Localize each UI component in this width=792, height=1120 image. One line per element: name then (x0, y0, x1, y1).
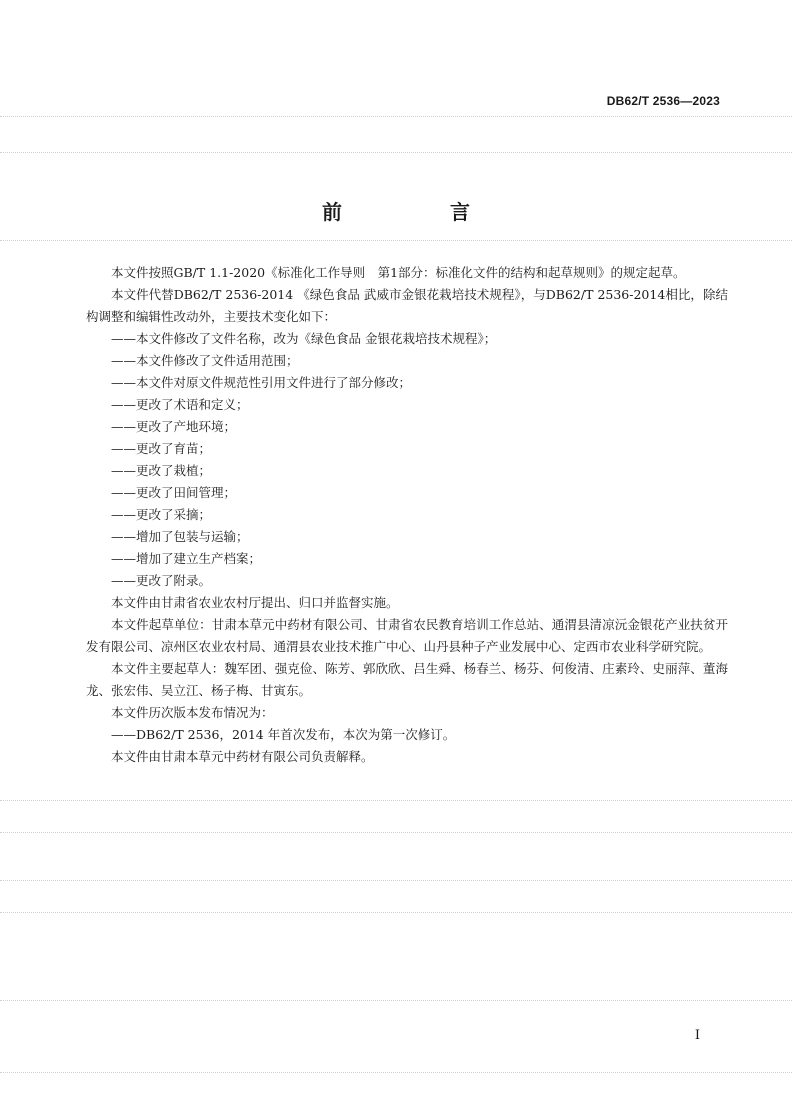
list-item: ——本文件修改了文件适用范围； (111, 353, 299, 368)
paragraph: 本文件主要起草人：魏军团、强克俭、陈芳、郭欣欣、吕生舜、杨春兰、杨芬、何俊清、庄素玲、史丽萍、董海龙、张宏伟、吴立江、杨子梅、甘寅东。 (86, 661, 728, 698)
divider (0, 832, 792, 833)
paragraph: 本文件由甘肃省农业农村厅提出、归口并监督实施。 (111, 595, 399, 610)
divider (0, 240, 792, 241)
paragraph: 本文件由甘肃本草元中药材有限公司负责解释。 (111, 749, 374, 764)
divider (0, 1000, 792, 1001)
paragraph: 本文件历次版本发布情况为： (111, 705, 274, 720)
list-item: ——本文件对原文件规范性引用文件进行了部分修改； (111, 375, 412, 390)
divider (0, 152, 792, 153)
list-item: ——更改了附录。 (111, 573, 212, 588)
list-item: ——更改了田间管理； (111, 485, 237, 500)
paragraph: 本文件按照GB/T 1.1-2020《标准化工作导则 第1部分：标准化文件的结构和起草规则》的规定起草。 (111, 265, 686, 280)
list-item: ——更改了栽植； (111, 463, 212, 478)
list-item: ——更改了采摘； (111, 507, 212, 522)
list-item: ——更改了育苗； (111, 441, 212, 456)
divider (0, 880, 792, 881)
divider (0, 116, 792, 117)
list-item: ——本文件修改了文件名称，改为《绿色食品 金银花栽培技术规程》； (111, 331, 497, 346)
list-item: ——DB62/T 2536，2014 年首次发布，本次为第一次修订。 (111, 727, 456, 742)
foreword-body (86, 262, 728, 768)
document-code: DB62/T 2536—2023 (606, 94, 720, 108)
divider (0, 912, 792, 913)
list-item: ——增加了包装与运输； (111, 529, 249, 544)
list-item: ——更改了术语和定义； (111, 397, 249, 412)
paragraph: 本文件代替DB62/T 2536-2014 《绿色食品 武威市金银花栽培技术规程》，与DB62/T 2536-2014相比，除结构调整和编辑性改动外，主要技术变化如下： (86, 287, 728, 324)
list-item: ——更改了产地环境； (111, 419, 237, 434)
page-title: 前 言 (322, 200, 514, 224)
list-item: ——增加了建立生产档案； (111, 551, 262, 566)
page-number: I (694, 1028, 700, 1043)
divider (0, 1072, 792, 1073)
paragraph: 本文件起草单位：甘肃本草元中药材有限公司、甘肃省农民教育培训工作总站、通渭县清凉沅金银花产业扶贫开发有限公司、凉州区农业农村局、通渭县农业技术推广中心、山丹县种子产业发展中心、定西市农业科学研究院。 (86, 617, 728, 654)
divider (0, 800, 792, 801)
